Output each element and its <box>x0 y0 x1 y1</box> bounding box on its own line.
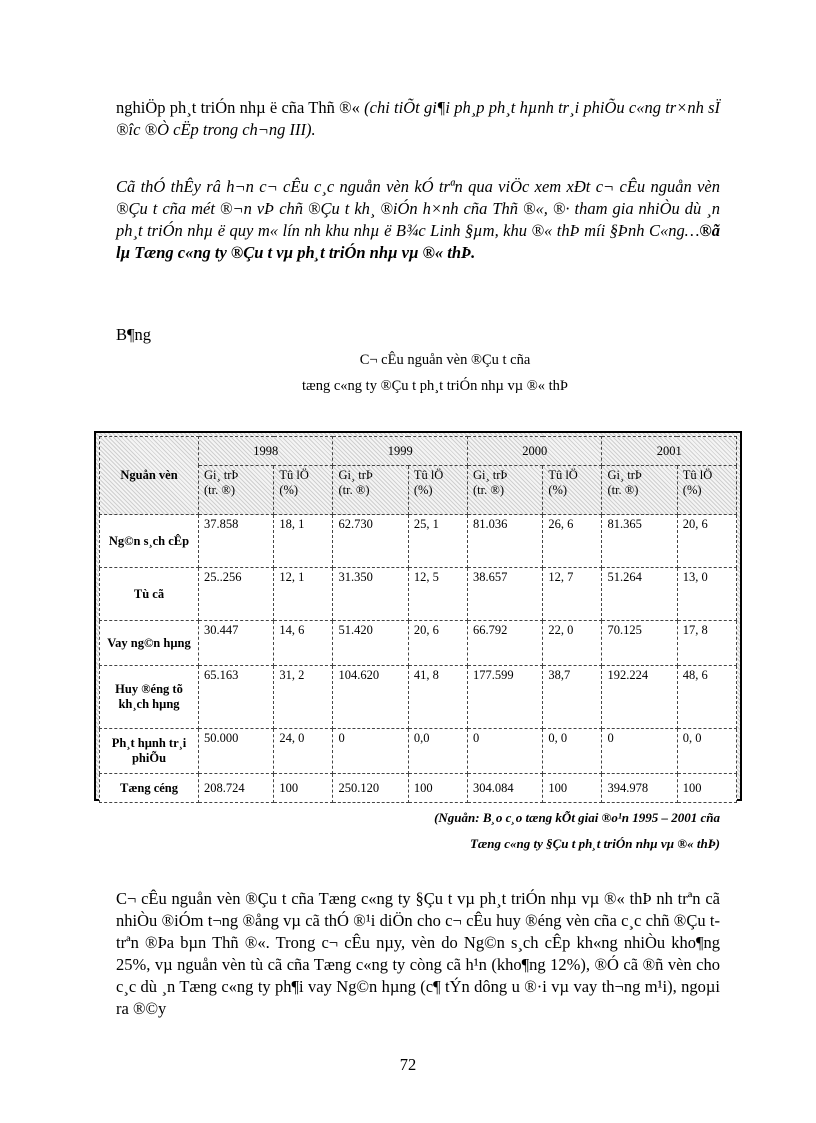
table-corner-header: Nguån vèn <box>100 437 199 515</box>
ratio-header-line2: (%) <box>682 483 702 497</box>
table-cell: 65.163 <box>199 666 274 729</box>
table-cell: 177.599 <box>467 666 542 729</box>
table-cell: 66.792 <box>467 621 542 666</box>
table-cell: 25..256 <box>199 568 274 621</box>
value-header-line2: (tr. ®) <box>472 483 504 497</box>
table-caption-line1: C¬ cÊu nguån vèn ®Çu t cña <box>359 352 531 368</box>
table-source-line2: Tæng c«ng ty §Çu t ph¸t triÓn nhµ vµ ®« thÞ) <box>469 836 720 851</box>
table-row <box>100 666 737 729</box>
table-cell: 394.978 <box>602 774 677 803</box>
table-cell: 22, 0 <box>543 621 602 666</box>
table-cell: 20, 6 <box>408 621 467 666</box>
table-cell: 208.724 <box>199 774 274 803</box>
table-cell: 104.620 <box>333 666 408 729</box>
table-cell: 0,0 <box>408 729 467 774</box>
table-cell: 37.858 <box>199 515 274 568</box>
ratio-header-line1: Tû lÖ <box>279 468 309 482</box>
value-header <box>602 466 677 515</box>
table-cell: 25, 1 <box>408 515 467 568</box>
paragraph-analysis: C¬ cÊu nguån vèn ®Çu t cña Tæng c«ng ty §Çu t vµ ph¸t triÓn nhµ vµ ®« thÞ nh trªn cã nhiÒu ®iÓm t¬ng ®ång vµ cã thÓ ®¹i diÖn cho c¬ cÊu huy ®éng vèn cña c¸c chñ ®Çu t trªn ®Þa bµn Thñ ®«. Trong c¬ cÊu nµy, vèn do Ng©n s¸ch cÊp kh«ng nhiÒu kho¶ng 25%, vµ nguån vèn tù cã cña Tæng c«ng ty còng cã h¹n (kho¶ng 12%), ®Ó cã ®ñ vèn cho c¸c dù ¸n Tæng c«ng ty ph¶i vay Ng©n hµng (c¶ tÝn dông u ®·i vµ vay th¬ng m¹i), ngoµi ra ®©y <box>116 889 720 1018</box>
ratio-header <box>408 466 467 515</box>
table-cell: 0, 0 <box>677 729 736 774</box>
row-label: Tæng céng <box>100 774 199 803</box>
table-source-line1: (Nguån: B¸o c¸o tæng kÕt giai ®o¹n 1995 – 2001 cña <box>434 810 720 825</box>
ratio-header-line1: Tû lÖ <box>413 468 444 482</box>
year-header-2000: 2000 <box>467 437 601 466</box>
table-cell: 12, 5 <box>408 568 467 621</box>
paragraph-example-bold: ®ã lµ Tæng c«ng ty ®Çu t vµ ph¸t triÓn nhµ vµ ®« thÞ. <box>116 221 720 262</box>
table-cell: 100 <box>543 774 602 803</box>
table-cell: 30.447 <box>199 621 274 666</box>
table-cell: 31.350 <box>333 568 408 621</box>
ratio-header <box>677 466 736 515</box>
value-header-line2: (tr. ®) <box>338 483 370 497</box>
paragraph-example-italic: Cã thÓ thÊy râ h¬n c¬ cÊu c¸c nguån vèn kÓ trªn qua viÖc xem xÐt c¬ cÊu nguån vèn ®Çu t cña mét ®¬n vÞ chñ ®Çu t kh¸ ®iÓn h×nh cña Thñ ®«, ®· tham gia nhiÒu dù ¸n ph¸t triÓn nhµ ë quy m« lín nh khu nhµ ë B¾c Linh §µm, khu ®« thÞ míi §Þnh C«ng… <box>116 177 720 240</box>
table-cell: 304.084 <box>467 774 542 803</box>
table-cell: 13, 0 <box>677 568 736 621</box>
table-cell: 250.120 <box>333 774 408 803</box>
table-cell: 70.125 <box>602 621 677 666</box>
value-header-line1: Gi¸ trÞ <box>472 468 508 482</box>
year-header-2001: 2001 <box>602 437 737 466</box>
table-cell: 81.036 <box>467 515 542 568</box>
paragraph-intro-normal: nghiÖp ph¸t triÓn nhµ ë cña Thñ ®« <box>116 98 365 117</box>
table-row <box>100 515 737 568</box>
value-header-line1: Gi¸ trÞ <box>607 468 642 482</box>
ratio-header-line2: (%) <box>548 483 568 497</box>
table-cell: 192.224 <box>602 666 677 729</box>
row-label: Vay ng©n hµng <box>100 621 199 666</box>
table-row <box>100 621 737 666</box>
table-row <box>100 729 737 774</box>
value-header <box>333 466 408 515</box>
paragraph-intro <box>116 97 720 141</box>
year-header-1998: 1998 <box>199 437 333 466</box>
row-label: Ph¸t hµnh tr¸i phiÕu <box>100 729 199 774</box>
page-number: 72 <box>399 1055 417 1074</box>
value-header <box>467 466 542 515</box>
table-cell: 20, 6 <box>677 515 736 568</box>
ratio-header-line1: Tû lÖ <box>682 468 713 482</box>
ratio-header <box>543 466 602 515</box>
table-cell: 12, 7 <box>543 568 602 621</box>
table-cell: 81.365 <box>602 515 677 568</box>
ratio-header-line2: (%) <box>279 483 299 497</box>
table-cell: 0, 0 <box>543 729 602 774</box>
value-header-line1: Gi¸ trÞ <box>338 468 373 482</box>
value-header-line1: Gi¸ trÞ <box>204 468 239 482</box>
table-cell: 62.730 <box>333 515 408 568</box>
table-cell: 0 <box>602 729 677 774</box>
table-label: B¶ng <box>116 325 151 344</box>
table-row-total <box>100 774 737 803</box>
table-cell: 31, 2 <box>274 666 333 729</box>
ratio-header-line2: (%) <box>413 483 433 497</box>
table-cell: 50.000 <box>199 729 274 774</box>
row-label: Tù cã <box>100 568 199 621</box>
table-cell: 26, 6 <box>543 515 602 568</box>
paragraph-intro-italic: (chi tiÕt gi¶i ph¸p ph¸t hµnh tr¸i phiÕu c«ng tr×nh sÏ ®îc ®Ò cËp trong ch¬ng III). <box>116 98 720 139</box>
table-cell: 14, 6 <box>274 621 333 666</box>
value-header-line2: (tr. ®) <box>204 483 236 497</box>
table-cell: 48, 6 <box>677 666 736 729</box>
table-cell: 0 <box>467 729 542 774</box>
paragraph-example <box>116 176 720 264</box>
value-header <box>199 466 274 515</box>
table-cell: 100 <box>274 774 333 803</box>
table-cell: 51.420 <box>333 621 408 666</box>
table-cell: 38,7 <box>543 666 602 729</box>
table-cell: 38.657 <box>467 568 542 621</box>
table-cell: 24, 0 <box>274 729 333 774</box>
row-label: Huy ®éng tõ kh¸ch hµng <box>100 666 199 729</box>
year-header-1999: 1999 <box>333 437 467 466</box>
table-cell: 51.264 <box>602 568 677 621</box>
table-cell: 17, 8 <box>677 621 736 666</box>
table-cell: 100 <box>408 774 467 803</box>
table-cell: 100 <box>677 774 736 803</box>
capital-structure-table <box>94 431 742 801</box>
table-cell: 41, 8 <box>408 666 467 729</box>
table-cell: 12, 1 <box>274 568 333 621</box>
row-label: Ng©n s¸ch cÊp <box>100 515 199 568</box>
table-row <box>100 568 737 621</box>
table-cell: 18, 1 <box>274 515 333 568</box>
table-cell: 0 <box>333 729 408 774</box>
value-header-line2: (tr. ®) <box>607 483 639 497</box>
ratio-header-line1: Tû lÖ <box>548 468 578 482</box>
ratio-header <box>274 466 333 515</box>
table-caption-line2: tæng c«ng ty ®Çu t ph¸t triÓn nhµ vµ ®« thÞ <box>302 378 568 394</box>
